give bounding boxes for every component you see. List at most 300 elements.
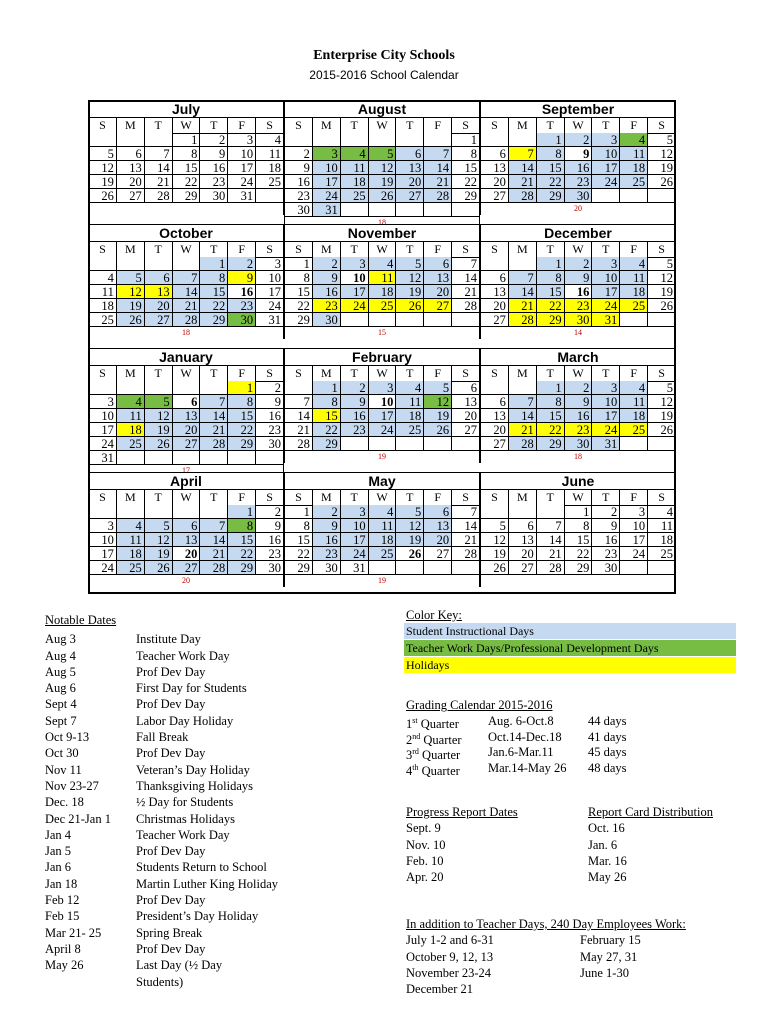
- calendar-day: 13: [396, 161, 424, 175]
- weekday-header: S: [452, 490, 480, 506]
- calendar-day: 29: [313, 437, 341, 451]
- calendar-day: 21: [452, 533, 480, 547]
- weekday-header: F: [424, 366, 452, 382]
- calendar-day: 7: [285, 395, 313, 409]
- calendar-day: 18: [117, 547, 145, 561]
- notable-event: Prof Dev Day: [136, 697, 206, 712]
- notable-event: Prof Dev Day: [136, 664, 206, 679]
- calendar-day: 14: [424, 161, 452, 175]
- calendar-day: 2: [313, 257, 341, 271]
- calendar-day: 29: [537, 189, 565, 203]
- empty-cell: [396, 561, 424, 575]
- notable-event: Veteran’s Day Holiday: [136, 762, 250, 777]
- progress-report-date: Nov. 10: [406, 837, 446, 852]
- calendar-day: 12: [145, 409, 173, 423]
- empty-cell: [481, 381, 509, 395]
- quarter-label: 3rd Quarter: [406, 747, 461, 763]
- calendar-day: 11: [620, 147, 648, 161]
- empty-cell: [173, 505, 201, 519]
- calendar-day: 25: [396, 423, 424, 437]
- weekday-header: S: [89, 366, 117, 382]
- weekday-header: M: [313, 490, 341, 506]
- calendar-day: 13: [424, 271, 452, 285]
- empty-cell: [620, 189, 648, 203]
- calendar-day: 30: [565, 437, 593, 451]
- month-june: [480, 472, 676, 587]
- calendar-day: 4: [341, 147, 369, 161]
- instructional-day-count: 18: [481, 451, 676, 463]
- calendar-day: 19: [396, 285, 424, 299]
- weekday-header: F: [424, 242, 452, 258]
- empty-cell: [481, 133, 509, 147]
- grading-quarter-row: [406, 760, 746, 776]
- instructional-day-count: [481, 575, 676, 587]
- calendar-day: 25: [341, 189, 369, 203]
- grading-quarter-row: [406, 744, 746, 763]
- calendar-day: 1: [452, 133, 480, 147]
- calendar-day: 24: [256, 299, 284, 313]
- calendar-day: 22: [537, 175, 565, 189]
- calendar-day: 20: [481, 175, 509, 189]
- notable-date: Jan 6: [45, 860, 72, 875]
- calendar-day: 27: [452, 423, 480, 437]
- calendar-day: 11: [117, 533, 145, 547]
- calendar-day: 3: [369, 381, 397, 395]
- calendar-day: 20: [509, 547, 537, 561]
- calendar-day: 15: [452, 161, 480, 175]
- calendar-day: 14: [145, 161, 173, 175]
- empty-cell: [173, 381, 201, 395]
- calendar-day: 11: [256, 147, 284, 161]
- key-student-days: Student Instructional Days: [404, 623, 736, 639]
- calendar-day: 24: [592, 299, 620, 313]
- calendar-day: 22: [537, 299, 565, 313]
- notable-event: Teacher Work Day: [136, 827, 230, 842]
- calendar-day: 27: [481, 189, 509, 203]
- calendar-day: 30: [256, 437, 284, 451]
- calendar-day: 25: [256, 175, 284, 189]
- calendar-day: 26: [648, 299, 676, 313]
- empty-cell: [341, 313, 369, 327]
- calendar-day: 21: [285, 423, 313, 437]
- empty-cell: [145, 451, 173, 465]
- calendar-day: 12: [396, 519, 424, 533]
- calendar-day: 14: [173, 285, 201, 299]
- calendar-day: 11: [369, 519, 397, 533]
- empty-cell: [396, 203, 424, 217]
- weekday-header: S: [481, 490, 509, 506]
- additional-work-days: [406, 916, 756, 1002]
- weekday-header: W: [173, 118, 201, 134]
- weekday-header: F: [228, 118, 256, 134]
- weekday-header: S: [285, 490, 313, 506]
- calendar-day: 8: [537, 147, 565, 161]
- calendar-day: 2: [228, 257, 256, 271]
- calendar-day: 2: [200, 133, 228, 147]
- weekday-header: M: [117, 490, 145, 506]
- calendar-day: 17: [89, 547, 117, 561]
- quarter-days: 48 days: [588, 760, 627, 775]
- calendar-day: 17: [341, 533, 369, 547]
- notable-date-row: [45, 811, 278, 827]
- calendar-day: 24: [369, 423, 397, 437]
- calendar-day: 10: [89, 409, 117, 423]
- calendar-day: 8: [313, 395, 341, 409]
- weekday-header: W: [369, 366, 397, 382]
- calendar-day: 27: [173, 437, 201, 451]
- grading-quarter-row: [406, 729, 746, 745]
- calendar-day: 20: [481, 423, 509, 437]
- calendar-day: 21: [200, 547, 228, 561]
- weekday-header: T: [396, 490, 424, 506]
- weekday-header: W: [369, 242, 397, 258]
- weekday-header: S: [256, 118, 284, 134]
- calendar-day: 18: [620, 161, 648, 175]
- quarter-label: 2nd Quarter: [406, 731, 462, 747]
- calendar-day: 11: [648, 519, 676, 533]
- calendar-day: 16: [341, 409, 369, 423]
- notable-event: President’s Day Holiday: [136, 909, 259, 924]
- calendar-day: 24: [89, 437, 117, 451]
- weekday-header: T: [592, 366, 620, 382]
- instructional-day-count: 18: [89, 327, 284, 339]
- calendar-day: 14: [200, 533, 228, 547]
- weekday-header: S: [285, 242, 313, 258]
- notable-date-row: [45, 876, 278, 892]
- calendar-day: 23: [341, 423, 369, 437]
- calendar-day: 8: [537, 271, 565, 285]
- quarter-days: 41 days: [588, 729, 627, 744]
- calendar-day: 22: [200, 299, 228, 313]
- calendar-day: 3: [620, 505, 648, 519]
- calendar-day: 31: [89, 451, 117, 465]
- weekday-header: F: [228, 242, 256, 258]
- calendar-day: 18: [89, 299, 117, 313]
- key-teacher-days: Teacher Work Days/Professional Development Days: [404, 640, 736, 656]
- calendar-day: 22: [228, 547, 256, 561]
- weekday-header: T: [396, 242, 424, 258]
- calendar-day: 18: [117, 423, 145, 437]
- calendar-day: 23: [565, 175, 593, 189]
- calendar-day: 26: [648, 175, 676, 189]
- calendar-day: 24: [341, 299, 369, 313]
- empty-cell: [173, 257, 201, 271]
- weekday-header: M: [313, 118, 341, 134]
- calendar-day: 10: [341, 519, 369, 533]
- instructional-day-count: 20: [89, 575, 284, 587]
- school-title: Enterprise City Schools: [313, 48, 455, 63]
- empty-cell: [424, 437, 452, 451]
- calendar-day: 31: [592, 437, 620, 451]
- empty-cell: [369, 561, 397, 575]
- calendar-day: 30: [285, 203, 313, 217]
- calendar-day: 21: [173, 299, 201, 313]
- calendar-day: 16: [256, 409, 284, 423]
- empty-cell: [396, 313, 424, 327]
- month-name: March: [481, 349, 676, 366]
- calendar-day: 16: [285, 175, 313, 189]
- empty-cell: [117, 451, 145, 465]
- weekday-header: W: [173, 490, 201, 506]
- calendar-day: 28: [173, 313, 201, 327]
- calendar-day: 25: [620, 423, 648, 437]
- empty-cell: [369, 437, 397, 451]
- weekday-header: S: [648, 366, 676, 382]
- calendar-day: 7: [424, 147, 452, 161]
- notable-event: Last Day (½ Day: [136, 958, 223, 973]
- calendar-day: 11: [369, 271, 397, 285]
- weekday-header: T: [200, 366, 228, 382]
- calendar-day: 20: [452, 409, 480, 423]
- report-card-date: Mar. 16: [588, 853, 627, 868]
- calendar-day: 30: [313, 313, 341, 327]
- weekday-header: S: [481, 118, 509, 134]
- calendar-day: 6: [481, 147, 509, 161]
- calendar-day: 24: [228, 175, 256, 189]
- calendar-day: 3: [592, 381, 620, 395]
- weekday-header: F: [620, 490, 648, 506]
- calendar-day: 12: [145, 533, 173, 547]
- calendar-day: 23: [200, 175, 228, 189]
- calendar-day: 12: [89, 161, 117, 175]
- calendar-day: 18: [396, 409, 424, 423]
- weekday-header: W: [173, 242, 201, 258]
- calendar-day: 21: [509, 299, 537, 313]
- calendar-day: 6: [452, 381, 480, 395]
- notable-date: Jan 4: [45, 827, 72, 842]
- notable-date-row: [45, 664, 278, 680]
- month-name: May: [285, 473, 480, 490]
- instructional-day-count: 18: [285, 217, 480, 229]
- calendar-day: 18: [620, 285, 648, 299]
- calendar-day: 19: [481, 547, 509, 561]
- calendar-day: 22: [565, 547, 593, 561]
- calendar-day: 15: [537, 409, 565, 423]
- notable-date: Dec 21-Jan 1: [45, 811, 111, 826]
- calendar-day: 13: [481, 161, 509, 175]
- calendar-day: 15: [173, 161, 201, 175]
- weekday-header: T: [537, 490, 565, 506]
- grading-quarter-row: [406, 713, 746, 732]
- calendar-day: 13: [509, 533, 537, 547]
- calendar-day: 6: [117, 147, 145, 161]
- notable-date: Feb 12: [45, 893, 80, 908]
- empty-cell: [145, 133, 173, 147]
- month-name: October: [89, 225, 284, 242]
- calendar-day: 10: [592, 395, 620, 409]
- calendar-day: 1: [537, 133, 565, 147]
- empty-cell: [117, 381, 145, 395]
- calendar-day: 31: [341, 561, 369, 575]
- notable-event: Prof Dev Day: [136, 746, 206, 761]
- calendar-day: 2: [341, 381, 369, 395]
- weekday-header: F: [228, 490, 256, 506]
- calendar-day: 23: [565, 423, 593, 437]
- work-day-entry: June 1-30: [580, 965, 629, 980]
- weekday-header: M: [313, 366, 341, 382]
- notable-date-row: [45, 859, 278, 875]
- weekday-header: T: [145, 118, 173, 134]
- empty-cell: [117, 133, 145, 147]
- calendar-day: 3: [592, 257, 620, 271]
- weekday-header: W: [565, 118, 593, 134]
- calendar-day: 9: [285, 161, 313, 175]
- calendar-day: 1: [285, 257, 313, 271]
- calendar-day: 6: [424, 257, 452, 271]
- calendar-day: 12: [481, 533, 509, 547]
- calendar-day: 12: [648, 271, 676, 285]
- weekday-header: W: [369, 118, 397, 134]
- calendar-day: 21: [452, 285, 480, 299]
- weekday-header: S: [452, 366, 480, 382]
- calendar-day: 28: [285, 437, 313, 451]
- calendar-day: 25: [620, 175, 648, 189]
- calendar-day: 15: [313, 409, 341, 423]
- weekday-header: M: [509, 366, 537, 382]
- empty-cell: [481, 505, 509, 519]
- empty-cell: [117, 505, 145, 519]
- calendar-day: 4: [89, 271, 117, 285]
- calendar-day: 9: [313, 271, 341, 285]
- calendar-day: 11: [341, 161, 369, 175]
- empty-cell: [369, 313, 397, 327]
- calendar-day: 25: [117, 561, 145, 575]
- calendar-grid: [88, 100, 676, 594]
- calendar-day: 2: [285, 147, 313, 161]
- grading-calendar: [406, 697, 746, 778]
- calendar-day: 17: [89, 423, 117, 437]
- calendar-day: 15: [537, 161, 565, 175]
- empty-cell: [620, 561, 648, 575]
- calendar-day: 12: [396, 271, 424, 285]
- calendar-day: 17: [369, 409, 397, 423]
- calendar-day: 5: [648, 381, 676, 395]
- calendar-day: 21: [200, 423, 228, 437]
- calendar-day: 5: [369, 147, 397, 161]
- calendar-day: 15: [228, 533, 256, 547]
- work-day-entry: December 21: [406, 982, 473, 997]
- weekday-header: M: [313, 242, 341, 258]
- instructional-day-count: 19: [285, 451, 480, 463]
- empty-cell: [285, 133, 313, 147]
- calendar-day: 20: [424, 285, 452, 299]
- calendar-day: 9: [313, 519, 341, 533]
- calendar-day: 30: [565, 189, 593, 203]
- month-december: [480, 224, 676, 339]
- calendar-day: 26: [424, 423, 452, 437]
- quarter-label: 4th Quarter: [406, 762, 460, 778]
- calendar-day: 29: [173, 189, 201, 203]
- calendar-day: 29: [285, 313, 313, 327]
- calendar-day: 4: [620, 257, 648, 271]
- calendar-day: 23: [285, 189, 313, 203]
- calendar-day: 26: [117, 313, 145, 327]
- calendar-day: 1: [228, 505, 256, 519]
- instructional-day-count: [89, 203, 284, 215]
- weekday-header: F: [620, 242, 648, 258]
- empty-cell: [509, 505, 537, 519]
- calendar-day: 6: [145, 271, 173, 285]
- empty-cell: [341, 133, 369, 147]
- empty-cell: [481, 257, 509, 271]
- calendar-day: 27: [424, 299, 452, 313]
- calendar-day: 5: [481, 519, 509, 533]
- calendar-day: 17: [228, 161, 256, 175]
- calendar-day: 30: [313, 561, 341, 575]
- notable-date-row: [45, 974, 278, 990]
- calendar-day: 15: [285, 285, 313, 299]
- empty-cell: [200, 451, 228, 465]
- calendar-day: 28: [537, 561, 565, 575]
- work-day-entry: February 15: [580, 933, 641, 948]
- calendar-day: 29: [565, 561, 593, 575]
- empty-cell: [89, 133, 117, 147]
- calendar-day: 29: [228, 437, 256, 451]
- progress-report-date: Sept. 9: [406, 821, 441, 836]
- empty-cell: [648, 561, 676, 575]
- calendar-day: 16: [200, 161, 228, 175]
- empty-cell: [424, 133, 452, 147]
- calendar-day: 27: [509, 561, 537, 575]
- notable-date: Oct 30: [45, 746, 79, 761]
- calendar-day: 6: [481, 395, 509, 409]
- report-card-title: Report Card Distribution: [588, 805, 713, 819]
- report-card-date: Oct. 16: [588, 821, 625, 836]
- month-march: [480, 348, 676, 463]
- calendar-day: 5: [648, 133, 676, 147]
- calendar-day: 26: [481, 561, 509, 575]
- calendar-day: 20: [481, 299, 509, 313]
- additional-title: In addition to Teacher Days, 240 Day Employees Work:: [406, 917, 686, 931]
- calendar-day: 18: [341, 175, 369, 189]
- calendar-day: 24: [89, 561, 117, 575]
- calendar-day: 25: [369, 299, 397, 313]
- weekday-header: F: [620, 118, 648, 134]
- calendar-day: 10: [341, 271, 369, 285]
- calendar-day: 5: [396, 505, 424, 519]
- calendar-day: 1: [285, 505, 313, 519]
- notable-event: Fall Break: [136, 730, 189, 745]
- calendar-day: 17: [592, 161, 620, 175]
- notable-dates: [45, 612, 278, 990]
- calendar-day: 13: [117, 161, 145, 175]
- calendar-day: 31: [313, 203, 341, 217]
- calendar-day: 24: [620, 547, 648, 561]
- calendar-day: 3: [592, 133, 620, 147]
- notable-event: Thanksgiving Holidays: [136, 778, 254, 793]
- notable-event: Students): [136, 974, 184, 989]
- calendar-day: 1: [537, 257, 565, 271]
- calendar-day: 27: [145, 313, 173, 327]
- calendar-day: 25: [117, 437, 145, 451]
- calendar-day: 30: [200, 189, 228, 203]
- calendar-day: 30: [592, 561, 620, 575]
- weekday-header: M: [509, 242, 537, 258]
- month-october: [88, 224, 284, 339]
- calendar-day: 17: [256, 285, 284, 299]
- instructional-day-count: 19: [285, 575, 480, 587]
- calendar-day: 1: [200, 257, 228, 271]
- empty-cell: [452, 313, 480, 327]
- weekday-header: S: [89, 242, 117, 258]
- calendar-day: 18: [369, 533, 397, 547]
- calendar-day: 6: [173, 519, 201, 533]
- notable-date-row: [45, 631, 278, 647]
- calendar-day: 2: [592, 505, 620, 519]
- calendar-day: 7: [509, 147, 537, 161]
- quarter-days: 44 days: [588, 714, 627, 729]
- calendar-day: 3: [341, 257, 369, 271]
